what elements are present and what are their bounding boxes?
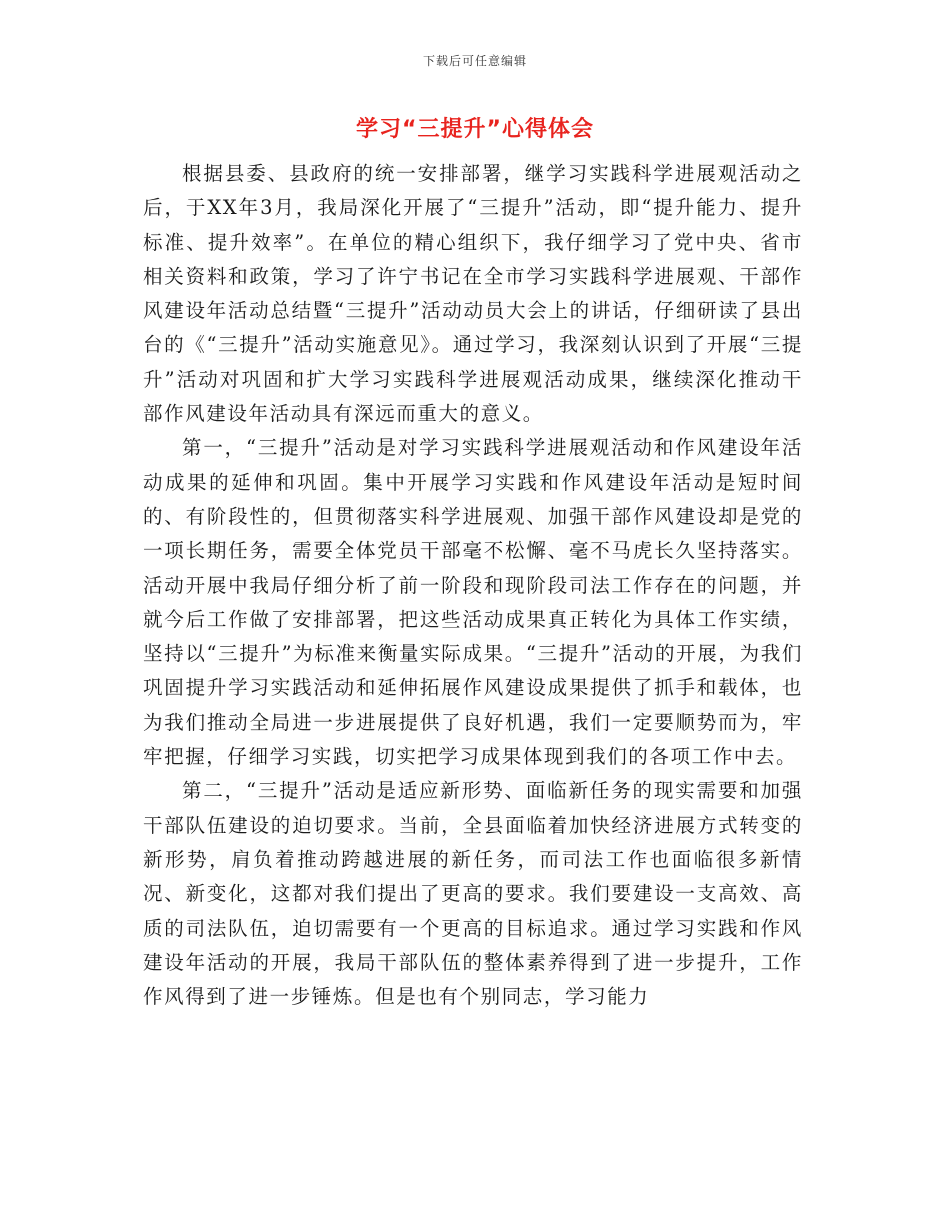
paragraph-second-point: 第二，“三提升”活动是适应新形势、面临新任务的现实需要和加强干部队伍建设的迫切要求。当前，全县面临着加快经济进展方式转变的新形势，肩负着推动跨越进展的新任务，而司法工作也面临很多新情况、新变化，这都对我们提出了更高的要求。我们要建设一支高效、高质的司法队伍，迫切需要有一个更高的目标追求。通过学习实践和作风建设年活动的开展，我局干部队伍的整体素养得到了进一步提升，工作作风得到了进一步锤炼。但是也有个别同志，学习能力 — [143, 779, 803, 1009]
document-title: 学习“三提升”心得体会 — [356, 117, 594, 142]
document-body — [143, 157, 803, 1014]
page-header-note: 下载后可任意编辑 — [422, 54, 527, 68]
paragraph-first-point: 第一，“三提升”活动是对学习实践科学进展观活动和作风建设年活动成果的延伸和巩固。集中开展学习实践和作风建设年活动是短时间的、有阶段性的，但贯彻落实科学进展观、加强干部作风建设却是党的一项长期任务，需要全体党员干部毫不松懈、毫不马虎长久坚持落实。活动开展中我局仔细分析了前一阶段和现阶段司法工作存在的问题，并就今后工作做了安排部署，把这些活动成果真正转化为具体工作实绩，坚持以“三提升”为标准来衡量实际成果。“三提升”活动的开展，为我们巩固提升学习实践活动和延伸拓展作风建设成果提供了抓手和载体，也为我们推动全局进一步进展提供了良好机遇，我们一定要顺势而为，牢牢把握，仔细学习实践，切实把学习成果体现到我们的各项工作中去。 — [143, 436, 803, 769]
paragraph-intro: 根据县委、县政府的统一安排部署，继学习实践科学进展观活动之后，于XX年3月，我局深化开展了“三提升”活动，即“提升能力、提升标准、提升效率”。在单位的精心组织下，我仔细学习了党中央、省市相关资料和政策，学习了许宁书记在全市学习实践科学进展观、干部作风建设年活动总结暨“三提升”活动动员大会上的讲话，仔细研读了县出台的《“三提升”活动实施意见》。通过学习，我深刻认识到了开展“三提升”活动对巩固和扩大学习实践科学进展观活动成果，继续深化推动干部作风建设年活动具有深远而重大的意义。 — [143, 162, 803, 426]
